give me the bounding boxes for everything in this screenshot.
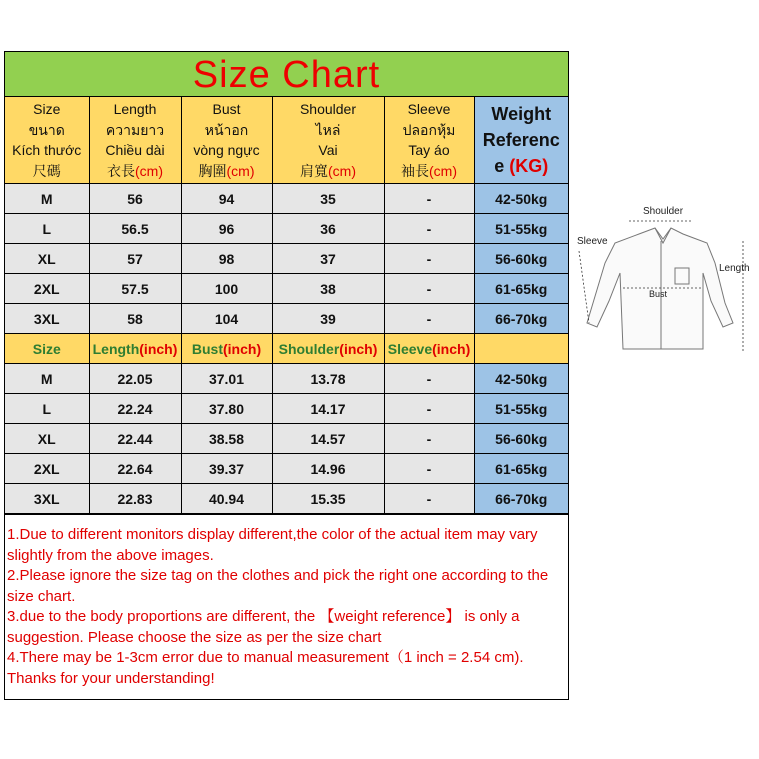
header-sleeve-zh-text: 袖長: [401, 162, 429, 179]
cm-shoulder-cell: 35: [272, 184, 384, 214]
cm-row: [5, 214, 568, 244]
header-sleeve-vi: Tay áo: [408, 142, 450, 158]
inch-header-sleeve-text: Sleeve: [387, 340, 433, 357]
inch-length-cell: 22.05: [89, 364, 181, 394]
header-length-vi: Chiều dài: [105, 142, 165, 158]
header-length-en: Length: [113, 101, 157, 117]
inch-header-bust: [181, 334, 272, 364]
figure-shoulder-label: Shoulder: [643, 206, 684, 217]
header-size-zh: 尺碼: [32, 162, 61, 179]
cm-sleeve-cell: -: [384, 304, 474, 334]
cm-weight-cell: 42-50kg: [474, 184, 568, 214]
inch-header-bust-unit: (inch): [223, 340, 262, 357]
inch-weight-cell: 61-65kg: [474, 454, 568, 484]
header-shoulder-th: ไหล่: [315, 121, 341, 138]
cm-shoulder-cell: 38: [272, 274, 384, 304]
cm-size-cell: 3XL: [5, 304, 89, 334]
header-weight-unit: (KG): [509, 156, 549, 176]
cm-rows: [5, 184, 568, 334]
note-1: 1.Due to different monitors display different,the color of the actual item may vary slightly from the above images.: [7, 526, 538, 564]
inch-shoulder-cell: 14.17: [272, 394, 384, 424]
header-length-zh-text: 衣長: [107, 162, 135, 179]
header-weight-line3-text: e: [494, 156, 510, 176]
inch-length-cell: 22.64: [89, 454, 181, 484]
note-3: 3.due to the body proportions are different, the 【weight reference】 is only a suggestion. Please choose the size as per the size chart: [7, 608, 520, 646]
header-bust-th: หน้าอก: [204, 121, 249, 138]
inch-header-shoulder-text: Shoulder: [278, 340, 340, 357]
inch-header-length: [89, 334, 181, 364]
header-bust-zh: [182, 161, 272, 182]
inch-header-row: [5, 334, 568, 364]
inch-sleeve-cell: -: [384, 454, 474, 484]
cm-size-cell: XL: [5, 244, 89, 274]
cm-row: [5, 304, 568, 334]
cm-weight-cell: 51-55kg: [474, 214, 568, 244]
inch-bust-cell: 38.58: [181, 424, 272, 454]
inch-weight-cell: 42-50kg: [474, 364, 568, 394]
cm-header-row: [5, 97, 568, 184]
header-bust-zh-text: 胸圍: [198, 162, 227, 179]
inch-row: [5, 394, 568, 424]
cm-row: [5, 244, 568, 274]
header-sleeve-unit: (cm): [429, 162, 457, 179]
figure-length-label: Length: [719, 263, 750, 274]
inch-size-cell: 3XL: [5, 484, 89, 514]
inch-sleeve-cell: -: [384, 364, 474, 394]
header-size-th: ขนาด: [28, 121, 65, 138]
inch-length-cell: 22.44: [89, 424, 181, 454]
header-weight-line1: Weight: [491, 104, 552, 124]
inch-header-length-text: Length: [92, 340, 140, 357]
chart-title: Size Chart: [5, 52, 568, 97]
header-shoulder: [272, 97, 384, 184]
cm-length-cell: 57.5: [89, 274, 181, 304]
inch-size-cell: L: [5, 394, 89, 424]
inch-shoulder-cell: 15.35: [272, 484, 384, 514]
cm-bust-cell: 94: [181, 184, 272, 214]
header-shoulder-unit: (cm): [328, 162, 356, 179]
inch-header-bust-text: Bust: [191, 340, 223, 357]
inch-header-shoulder-unit: (inch): [339, 340, 378, 357]
cm-row: [5, 184, 568, 214]
header-size: [5, 97, 89, 184]
inch-sleeve-cell: -: [384, 484, 474, 514]
cm-length-cell: 57: [89, 244, 181, 274]
header-length: [89, 97, 181, 184]
cm-row: [5, 274, 568, 304]
inch-header-shoulder: [272, 334, 384, 364]
cm-sleeve-cell: -: [384, 244, 474, 274]
cm-length-cell: 56: [89, 184, 181, 214]
cm-sleeve-cell: -: [384, 214, 474, 244]
header-bust-vi: vòng ngực: [193, 142, 260, 158]
cm-shoulder-cell: 39: [272, 304, 384, 334]
inch-length-cell: 22.83: [89, 484, 181, 514]
inch-weight-cell: 66-70kg: [474, 484, 568, 514]
cm-shoulder-cell: 37: [272, 244, 384, 274]
inch-shoulder-cell: 13.78: [272, 364, 384, 394]
header-weight-line2: Referenc: [482, 130, 560, 150]
cm-bust-cell: 98: [181, 244, 272, 274]
cm-size-cell: M: [5, 184, 89, 214]
cm-length-cell: 58: [89, 304, 181, 334]
size-table: [5, 97, 568, 514]
header-bust-en: Bust: [212, 101, 241, 117]
inch-shoulder-cell: 14.96: [272, 454, 384, 484]
header-shoulder-zh: [273, 161, 384, 182]
inch-header-size: Size: [5, 334, 89, 364]
header-length-zh: [90, 161, 181, 182]
inch-bust-cell: 37.80: [181, 394, 272, 424]
header-weight: [474, 97, 568, 184]
inch-row: [5, 454, 568, 484]
inch-row: [5, 484, 568, 514]
cm-weight-cell: 66-70kg: [474, 304, 568, 334]
inch-size-cell: 2XL: [5, 454, 89, 484]
inch-bust-cell: 39.37: [181, 454, 272, 484]
header-bust-unit: (cm): [226, 162, 255, 179]
cm-weight-cell: 61-65kg: [474, 274, 568, 304]
note-4: 4.There may be 1-3cm error due to manual measurement（1 inch = 2.54 cm). Thanks for your understanding!: [7, 649, 524, 687]
header-shoulder-en: Shoulder: [299, 101, 357, 117]
inch-shoulder-cell: 14.57: [272, 424, 384, 454]
inch-weight-cell: 51-55kg: [474, 394, 568, 424]
header-length-unit: (cm): [135, 162, 163, 179]
inch-sleeve-cell: -: [384, 424, 474, 454]
figure-sleeve-label: Sleeve: [577, 236, 608, 247]
shirt-icon: [575, 203, 759, 355]
inch-length-cell: 22.24: [89, 394, 181, 424]
header-size-en: Size: [33, 101, 61, 117]
inch-header-length-unit: (inch): [139, 340, 178, 357]
cm-shoulder-cell: 36: [272, 214, 384, 244]
header-sleeve-zh: [385, 161, 474, 182]
cm-sleeve-cell: -: [384, 274, 474, 304]
inch-header-sleeve-unit: (inch): [432, 340, 471, 357]
inch-size-cell: M: [5, 364, 89, 394]
figure-bust-label: Bust: [649, 289, 668, 299]
header-sleeve-th: ปลอกหุ้ม: [402, 121, 456, 138]
cm-length-cell: 56.5: [89, 214, 181, 244]
inch-row: [5, 424, 568, 454]
inch-size-cell: XL: [5, 424, 89, 454]
inch-header-weight: [474, 334, 568, 364]
inch-bust-cell: 37.01: [181, 364, 272, 394]
inch-rows: [5, 364, 568, 514]
cm-bust-cell: 100: [181, 274, 272, 304]
inch-row: [5, 364, 568, 394]
cm-size-cell: 2XL: [5, 274, 89, 304]
notes: [5, 514, 568, 699]
cm-bust-cell: 96: [181, 214, 272, 244]
header-length-th: ความยาว: [105, 121, 165, 138]
inch-header-sleeve: [384, 334, 474, 364]
inch-bust-cell: 40.94: [181, 484, 272, 514]
cm-sleeve-cell: -: [384, 184, 474, 214]
inch-weight-cell: 56-60kg: [474, 424, 568, 454]
cm-weight-cell: 56-60kg: [474, 244, 568, 274]
header-shoulder-zh-text: 肩寬: [300, 162, 328, 179]
cm-bust-cell: 104: [181, 304, 272, 334]
note-2: 2.Please ignore the size tag on the clothes and pick the right one according to the size chart.: [7, 567, 549, 605]
size-chart: [4, 51, 569, 700]
header-weight-line3: [475, 153, 569, 179]
header-shoulder-vi: Vai: [318, 142, 338, 158]
header-sleeve: [384, 97, 474, 184]
shirt-measurement-figure: [575, 203, 759, 355]
header-size-vi: Kích thước: [12, 142, 82, 158]
header-bust: [181, 97, 272, 184]
inch-sleeve-cell: -: [384, 394, 474, 424]
header-sleeve-en: Sleeve: [407, 101, 451, 117]
cm-size-cell: L: [5, 214, 89, 244]
